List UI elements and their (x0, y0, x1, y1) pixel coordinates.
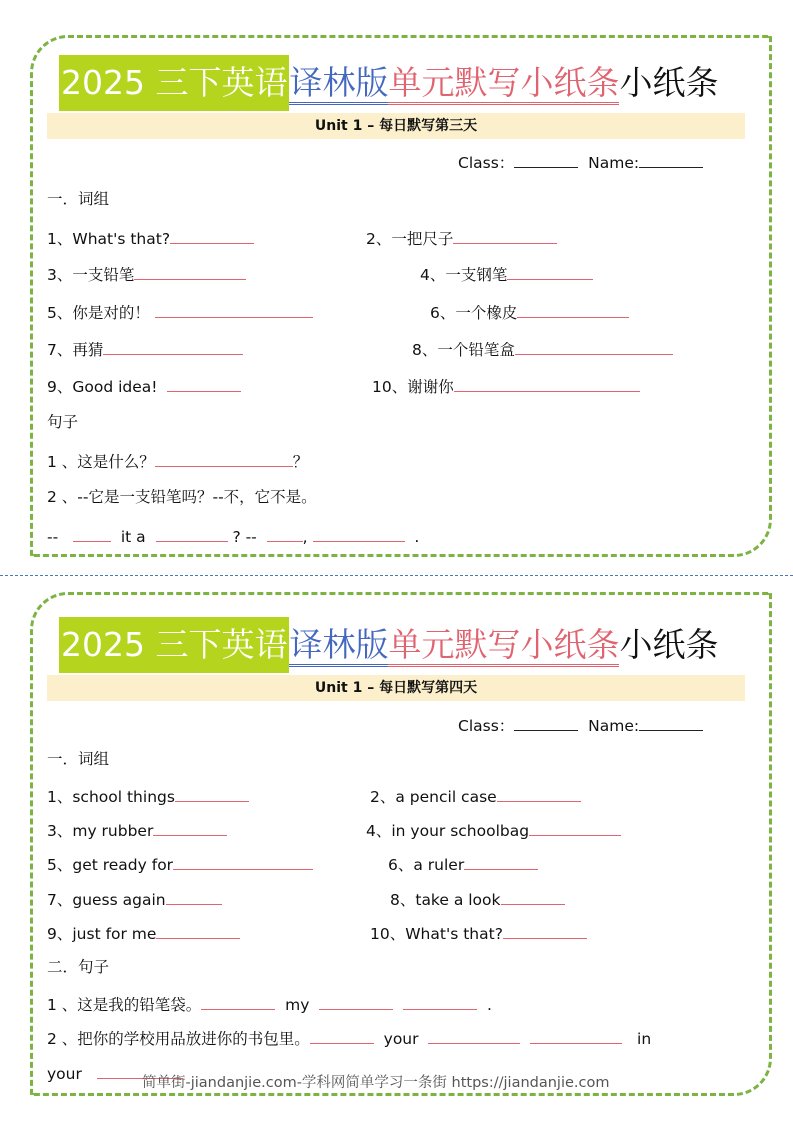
list-item: 4、in your schoolbag (366, 819, 621, 841)
answer-blank[interactable] (170, 227, 254, 244)
class-name-fields (458, 151, 703, 173)
list-item: 2、a pencil case (370, 785, 581, 807)
answer-blank[interactable] (167, 375, 241, 392)
class-label: Class： (458, 717, 515, 735)
list-item: 8、take a look (390, 888, 565, 910)
class-blank[interactable] (514, 714, 578, 731)
list-item: 9、just for me (47, 922, 240, 944)
answer-blank[interactable] (428, 1027, 520, 1044)
answer-blank[interactable] (267, 525, 303, 542)
answer-blank[interactable] (529, 819, 621, 836)
answer-blank[interactable] (156, 922, 240, 939)
sentence-item-continued: your (47, 1062, 183, 1084)
list-item: 5、get ready for (47, 853, 313, 875)
answer-blank[interactable] (503, 922, 587, 939)
sentence-answer-line: -- it a ? -- , . (47, 525, 419, 547)
title-green: 2025 三下英语 (59, 55, 289, 111)
list-item: 2、一把尺子 (366, 227, 557, 249)
answer-blank[interactable] (153, 819, 227, 836)
answer-blank[interactable] (530, 1027, 622, 1044)
answer-blank[interactable] (454, 375, 640, 392)
list-item: 3、my rubber (47, 819, 227, 841)
title-blue: 译林版 (289, 63, 388, 105)
sentence-item: 1 、这是我的铅笔袋。 my . (47, 993, 492, 1015)
title-black: 小纸条 (619, 63, 719, 102)
list-item: 10、What's that? (370, 922, 587, 944)
class-blank[interactable] (514, 151, 578, 168)
answer-blank[interactable] (201, 993, 275, 1010)
card-2-title (59, 617, 718, 673)
list-item: 7、guess again (47, 888, 222, 910)
sentence-item: 2 、把你的学校用品放进你的书包里。 your in (47, 1027, 651, 1049)
list-item: 6、一个橡皮 (430, 301, 629, 323)
answer-blank[interactable] (507, 263, 593, 280)
name-label: Name: (588, 717, 640, 735)
title-red: 单元默写小纸条 (388, 625, 619, 667)
list-item: 8、一个铅笔盒 (412, 338, 673, 360)
card-1-unit-heading: Unit 1 – 每日默写第三天 (47, 113, 745, 139)
list-item: 6、a ruler (388, 853, 538, 875)
list-item: 1、What's that? (47, 227, 254, 249)
answer-blank[interactable] (403, 993, 477, 1010)
watermark: 简单街-jiandanjie.com-学科网简单学习一条街 https://jiandanjie.com (142, 1075, 610, 1091)
answer-blank[interactable] (134, 263, 246, 280)
sentence-item: 2 、--它是一支铅笔吗？--不，它不是。 (47, 488, 317, 506)
answer-blank[interactable] (175, 785, 249, 802)
answer-blank[interactable] (453, 227, 557, 244)
list-item: 1、school things (47, 785, 249, 807)
title-black: 小纸条 (619, 625, 719, 664)
answer-blank[interactable] (103, 338, 243, 355)
title-red: 单元默写小纸条 (388, 63, 619, 105)
list-item: 5、你是对的！ (47, 301, 313, 323)
list-item: 4、一支钢笔 (420, 263, 593, 285)
answer-blank[interactable] (501, 888, 565, 905)
answer-blank[interactable] (497, 785, 581, 802)
name-blank[interactable] (639, 151, 703, 168)
sentence-item: 1 、这是什么？ ？ (47, 450, 308, 472)
class-label: Class： (458, 154, 515, 172)
list-item: 7、再猜 (47, 338, 243, 360)
name-blank[interactable] (639, 714, 703, 731)
section-heading: 一．词组 (47, 190, 110, 208)
name-label: Name: (588, 154, 640, 172)
answer-blank[interactable] (155, 450, 293, 467)
title-blue: 译林版 (289, 625, 388, 667)
answer-blank[interactable] (515, 338, 673, 355)
answer-blank[interactable] (517, 301, 629, 318)
section-heading: 二．句子 (47, 958, 110, 976)
answer-blank[interactable] (313, 525, 405, 542)
list-item: 10、谢谢你 (372, 375, 640, 397)
answer-blank[interactable] (166, 888, 222, 905)
answer-blank[interactable] (319, 993, 393, 1010)
section-heading: 句子 (47, 413, 79, 431)
answer-blank[interactable] (173, 853, 313, 870)
list-item: 3、一支铅笔 (47, 263, 246, 285)
card-1-title (59, 55, 718, 111)
answer-blank[interactable] (464, 853, 538, 870)
answer-blank[interactable] (156, 525, 228, 542)
answer-blank[interactable] (310, 1027, 374, 1044)
section-heading: 一．词组 (47, 750, 110, 768)
title-green: 2025 三下英语 (59, 617, 289, 673)
answer-blank[interactable] (73, 525, 111, 542)
answer-blank[interactable] (155, 301, 313, 318)
class-name-fields (458, 714, 703, 736)
list-item: 9、Good idea! (47, 375, 241, 397)
cut-line (0, 575, 793, 576)
card-2-unit-heading: Unit 1 – 每日默写第四天 (47, 675, 745, 701)
